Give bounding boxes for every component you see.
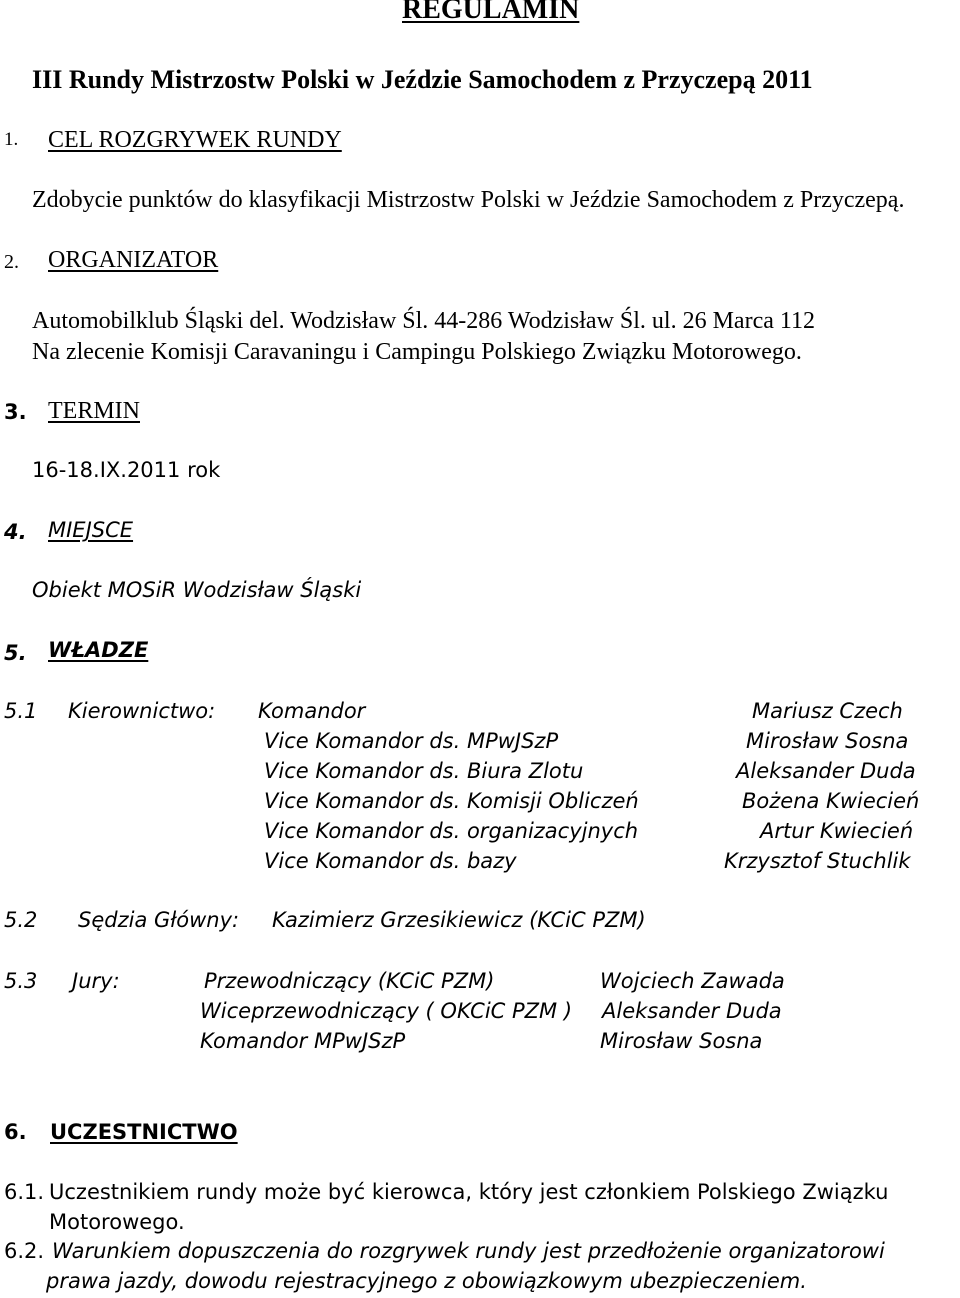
section-1-number: 1.	[4, 129, 19, 150]
subsection-5-3-label: Jury:	[72, 969, 120, 993]
section-2-line-2: Na zlecenie Komisji Caravaningu i Campingu Polskiego Związku Motorowego.	[32, 339, 802, 365]
jury-role: Przewodniczący (KCiC PZM)	[204, 969, 495, 993]
leadership-name: Aleksander Duda	[736, 759, 916, 783]
subsection-5-1-number: 5.1	[4, 699, 38, 723]
leadership-role: Komandor	[258, 699, 366, 723]
section-6-number: 6.	[4, 1120, 27, 1144]
clause-6-1-line-1: Uczestnikiem rundy może być kierowca, który jest członkiem Polskiego Związku	[49, 1180, 889, 1204]
leadership-role: Vice Komandor ds. organizacyjnych	[264, 819, 639, 843]
subsection-5-2-number: 5.2	[4, 908, 38, 932]
subsection-5-3-number: 5.3	[4, 969, 38, 993]
leadership-name: Bożena Kwiecień	[742, 789, 920, 813]
jury-name: Wojciech Zawada	[600, 969, 785, 993]
clause-6-2-number: 6.2.	[4, 1239, 45, 1263]
jury-name: Mirosław Sosna	[600, 1029, 763, 1053]
section-2-heading: ORGANIZATOR	[48, 247, 219, 273]
document-subtitle: III Rundy Mistrzostw Polski w Jeździe Samochodem z Przyczepą 2011	[32, 65, 813, 94]
chief-judge-name: Kazimierz Grzesikiewicz (KCiC PZM)	[272, 908, 646, 932]
subsection-5-2-label: Sędzia Główny:	[78, 908, 240, 932]
document-title: REGULAMIN	[402, 0, 580, 25]
section-2-line-1: Automobilklub Śląski del. Wodzisław Śl. 44-286 Wodzisław Śl. ul. 26 Marca 112	[32, 308, 815, 334]
leadership-name: Artur Kwiecień	[760, 819, 914, 843]
subsection-5-1-label: Kierownictwo:	[68, 699, 216, 723]
clause-6-2-line-1: Warunkiem dopuszczenia do rozgrywek rundy jest przedłożenie organizatorowi	[52, 1239, 885, 1263]
leadership-role: Vice Komandor ds. Biura Zlotu	[264, 759, 584, 783]
section-4-heading: MIEJSCE	[48, 518, 134, 542]
section-1-heading: CEL ROZGRYWEK RUNDY	[48, 127, 342, 153]
clause-6-1-line-2: Motorowego.	[49, 1210, 185, 1234]
section-3-body: 16-18.IX.2011 rok	[32, 458, 221, 482]
section-3-heading: TERMIN	[48, 398, 140, 424]
leadership-name: Krzysztof Stuchlik	[724, 849, 911, 873]
section-2-number: 2.	[4, 251, 19, 273]
leadership-role: Vice Komandor ds. Komisji Obliczeń	[264, 789, 639, 813]
section-4-number: 4.	[4, 520, 27, 544]
section-6-heading: UCZESTNICTWO	[50, 1120, 238, 1144]
section-4-body: Obiekt MOSiR Wodzisław Śląski	[32, 578, 362, 602]
leadership-role: Vice Komandor ds. bazy	[264, 849, 517, 873]
leadership-name: Mirosław Sosna	[746, 729, 909, 753]
clause-6-1-number: 6.1.	[4, 1180, 45, 1204]
leadership-name: Mariusz Czech	[752, 699, 903, 723]
section-3-number: 3.	[4, 400, 27, 424]
jury-name: Aleksander Duda	[602, 999, 782, 1023]
jury-role: Komandor MPwJSzP	[200, 1029, 406, 1053]
leadership-role: Vice Komandor ds. MPwJSzP	[264, 729, 559, 753]
section-1-body: Zdobycie punktów do klasyfikacji Mistrzostw Polski w Jeździe Samochodem z Przyczepą.	[32, 187, 905, 213]
jury-role: Wiceprzewodniczący ( OKCiC PZM )	[200, 999, 573, 1023]
section-5-heading: WŁADZE	[48, 638, 149, 662]
section-5-number: 5.	[4, 641, 27, 665]
clause-6-2-line-2: prawa jazdy, dowodu rejestracyjnego z obowiązkowym ubezpieczeniem.	[46, 1269, 807, 1293]
